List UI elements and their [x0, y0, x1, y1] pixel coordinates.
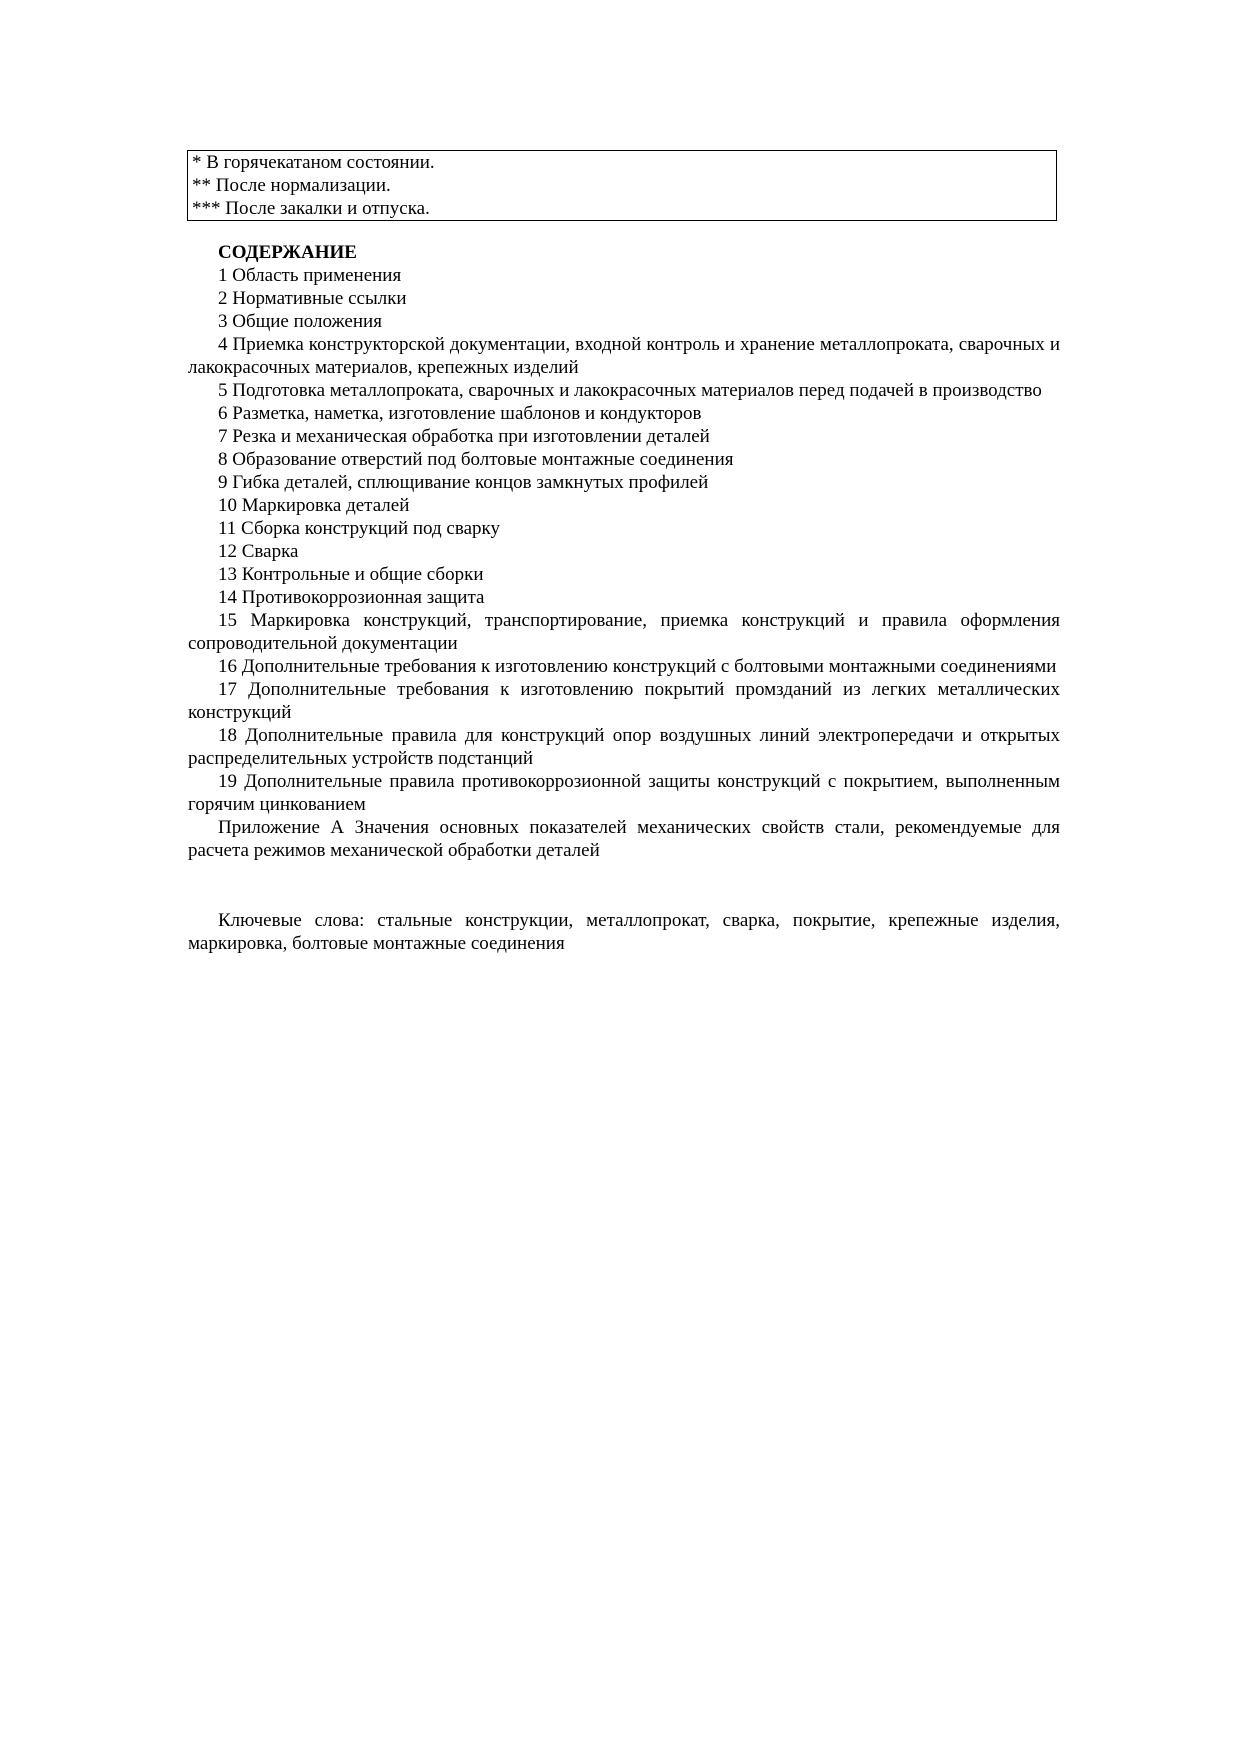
- toc-item-11: 11 Сборка конструкций под сварку: [218, 518, 500, 539]
- footnotes-table: [187, 150, 1057, 221]
- toc-item-16: 16 Дополнительные требования к изготовлению конструкций с болтовыми монтажными соединениями: [218, 656, 1057, 677]
- toc-item-3: 3 Общие положения: [218, 311, 382, 332]
- toc-item-1: 1 Область применения: [218, 265, 402, 286]
- contents-heading: СОДЕРЖАНИЕ: [218, 242, 357, 263]
- toc-item-14: 14 Противокоррозионная защита: [218, 587, 485, 608]
- toc-item-10: 10 Маркировка деталей: [218, 495, 410, 516]
- toc-item-13: 13 Контрольные и общие сборки: [218, 564, 484, 585]
- toc-item-12: 12 Сварка: [218, 541, 299, 562]
- toc-item-9: 9 Гибка деталей, сплющивание концов замкнутых профилей: [218, 472, 709, 493]
- footnote-hot-rolled: * В горячекатаном состоянии.: [192, 152, 435, 173]
- footnote-quench-temper: *** После закалки и отпуска.: [192, 198, 430, 219]
- toc-item-4: 4 Приемка конструкторской документации, входной контроль и хранение металлопроката, сварочных и лакокрасочных материалов, крепежных изделий: [188, 334, 1060, 378]
- document-page: [188, 150, 1060, 955]
- toc-item-17: 17 Дополнительные требования к изготовлению покрытий промзданий из легких металлических конструкций: [188, 679, 1060, 723]
- footnote-normalized: ** После нормализации.: [192, 175, 391, 196]
- toc-item-19: 19 Дополнительные правила противокоррозионной защиты конструкций с покрытием, выполненным горячим цинкованием: [188, 771, 1060, 815]
- toc-item-8: 8 Образование отверстий под болтовые монтажные соединения: [218, 449, 734, 470]
- toc-item-2: 2 Нормативные ссылки: [218, 288, 407, 309]
- toc-item-appendix-a: Приложение А Значения основных показателей механических свойств стали, рекомендуемые для расчета режимов механической обработки деталей: [188, 817, 1060, 861]
- toc-item-7: 7 Резка и механическая обработка при изготовлении деталей: [218, 426, 710, 447]
- keywords-text: Ключевые слова: стальные конструкции, металлопрокат, сварка, покрытие, крепежные изделия, маркировка, болтовые монтажные соединения: [188, 910, 1060, 954]
- keywords-section: [188, 909, 1060, 955]
- table-of-contents: [188, 241, 1060, 862]
- toc-item-5: 5 Подготовка металлопроката, сварочных и лакокрасочных материалов перед подачей в производство: [218, 380, 1042, 401]
- toc-item-6: 6 Разметка, наметка, изготовление шаблонов и кондукторов: [218, 403, 702, 424]
- toc-item-15: 15 Маркировка конструкций, транспортирование, приемка конструкций и правила оформления сопроводительной документации: [188, 610, 1060, 654]
- toc-item-18: 18 Дополнительные правила для конструкций опор воздушных линий электропередачи и открытых распределительных устройств подстанций: [188, 725, 1060, 769]
